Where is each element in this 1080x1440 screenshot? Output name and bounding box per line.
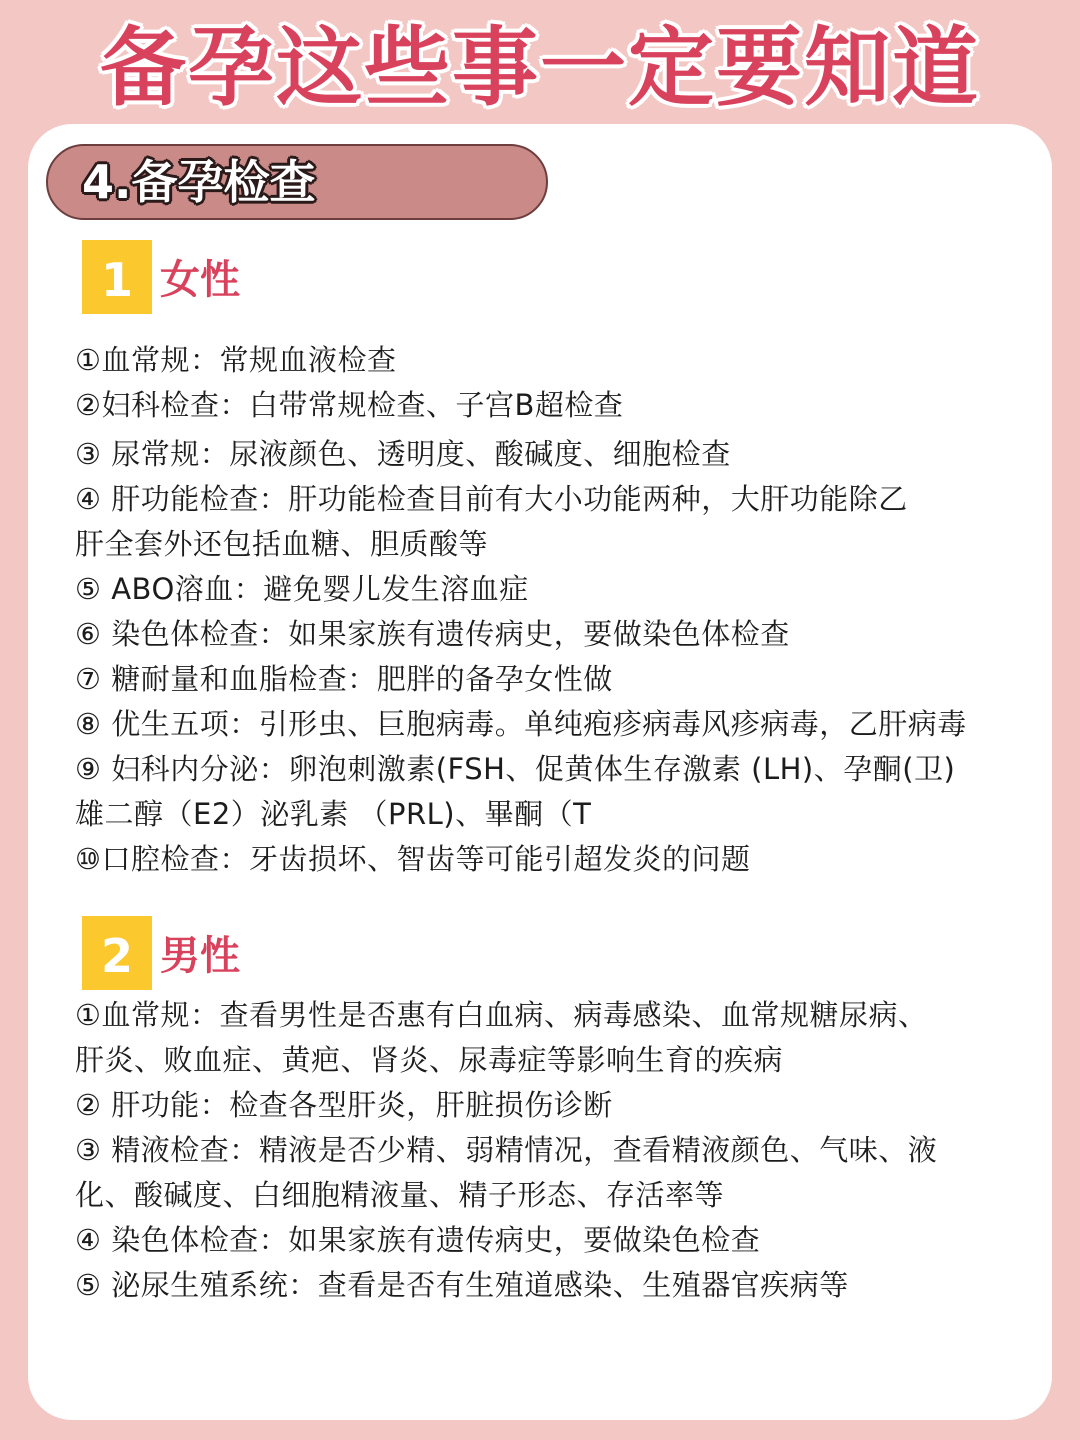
list-item: ⑩口腔检查：牙齿损坏、智齿等可能引超发炎的问题: [75, 842, 751, 876]
list-item: ②妇科检查：白带常规检查、子宫B超检查: [75, 388, 624, 422]
page-title: 备孕这些事一定要知道: [100, 18, 980, 118]
number-badge: 1: [82, 240, 152, 314]
male-checklist: [75, 993, 1055, 1308]
female-checklist: [75, 338, 1055, 882]
list-item: 肝炎、败血症、黄疤、肾炎、尿毒症等影响生育的疾病: [75, 1043, 784, 1077]
list-item: ①血常规：常规血液检查: [75, 343, 397, 377]
list-item: ⑦ 糖耐量和血脂检查：肥胖的备孕女性做: [75, 662, 613, 696]
list-item: ⑨ 妇科内分泌：卵泡刺激素(FSH、促黄体生存激素 (LH)、孕酮(卫): [75, 752, 956, 786]
section-header: [46, 144, 548, 220]
list-item: ⑧ 优生五项：引形虫、巨胞病毒。单纯疱疹病毒风疹病毒，乙肝病毒: [75, 707, 967, 741]
list-item: ⑤ ABO溶血：避免婴儿发生溶血症: [75, 572, 529, 606]
list-item: ⑥ 染色体检查：如果家族有遗传病史，要做染色体检查: [75, 617, 790, 651]
list-item: ④ 染色体检查：如果家族有遗传病史，要做染色检查: [75, 1223, 761, 1257]
list-item: 化、酸碱度、白细胞精液量、精子形态、存活率等: [75, 1178, 725, 1212]
group-label: 女性: [160, 257, 240, 303]
list-item: 雄二醇（E2）泌乳素 （PRL)、畢酮（T: [75, 797, 592, 831]
group-label: 男性: [160, 933, 240, 979]
section-title: 4.备孕检查: [82, 155, 316, 209]
list-item: ①血常规：查看男性是否惠有白血病、病毒感染、血常规糖尿病、: [75, 998, 928, 1032]
list-item: 肝全套外还包括血糖、胆质酸等: [75, 527, 489, 561]
list-item: ⑤ 泌尿生殖系统：查看是否有生殖道感染、生殖器官疾病等: [75, 1268, 849, 1302]
list-item: ② 肝功能：检查各型肝炎，肝脏损伤诊断: [75, 1088, 613, 1122]
number-badge: 2: [82, 916, 152, 990]
list-item: ③ 尿常规：尿液颜色、透明度、酸碱度、细胞检查: [75, 437, 731, 471]
list-item: ④ 肝功能检查：肝功能检查目前有大小功能两种，大肝功能除乙: [75, 482, 908, 516]
list-item: ③ 精液检查：精液是否少精、弱精情况，查看精液颜色、气味、液: [75, 1133, 938, 1167]
